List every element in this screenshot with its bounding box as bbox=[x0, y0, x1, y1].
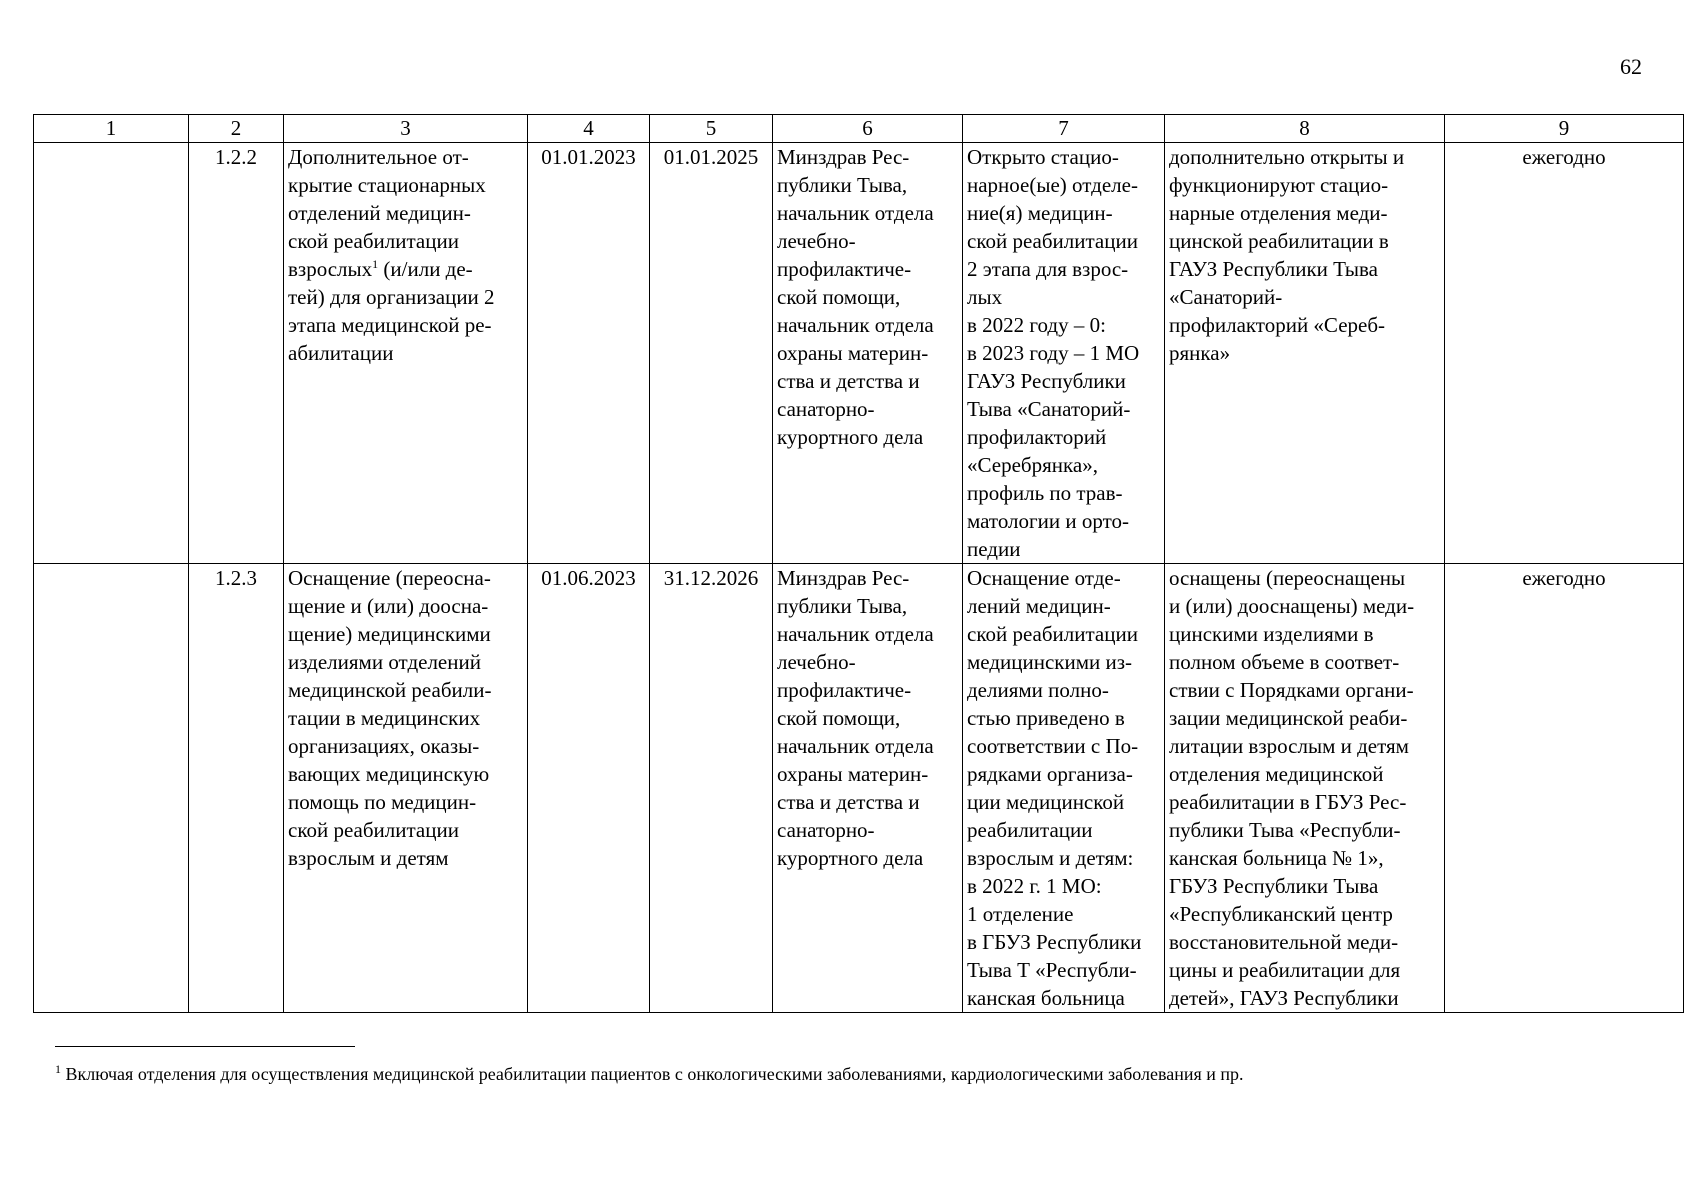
cell-end-date: 31.12.2026 bbox=[650, 564, 773, 1013]
cell-result: оснащены (переоснащены и (или) дооснащены) меди- цинскими изделиями в полном объеме в соответ- ствии с Порядками органи- зации медицинской реаби- литации взрослым и детям отделения медицинской реабилитации в ГБУЗ Рес- публики Тыва «Республи- канская больница № 1», ГБУЗ Республики Тыва «Республиканский центр восстановительной меди- цины и реабилитации для детей», ГАУЗ Республики bbox=[1165, 564, 1445, 1013]
cell-end-date: 01.01.2025 bbox=[650, 143, 773, 564]
cell-frequency: ежегодно bbox=[1445, 143, 1684, 564]
footnote bbox=[55, 1062, 1244, 1086]
cell-result: дополнительно открыты и функционируют стацио- нарные отделения меди- цинской реабилитации в ГАУЗ Республики Тыва «Санаторий- профилакторий «Сереб- рянка» bbox=[1165, 143, 1445, 564]
header-col-9: 9 bbox=[1445, 115, 1684, 143]
cell-frequency: ежегодно bbox=[1445, 564, 1684, 1013]
header-col-3: 3 bbox=[284, 115, 528, 143]
cell-section bbox=[34, 564, 189, 1013]
cell-start-date: 01.06.2023 bbox=[528, 564, 650, 1013]
cell-activity bbox=[284, 143, 528, 564]
footnote-text: Включая отделения для осуществления медицинской реабилитации пациентов с онкологическими заболеваниями, кардиологическими заболевания и пр. bbox=[61, 1064, 1244, 1084]
cell-section bbox=[34, 143, 189, 564]
page-number: 62 bbox=[1620, 54, 1642, 79]
table-row bbox=[34, 564, 1684, 1013]
header-col-4: 4 bbox=[528, 115, 650, 143]
cell-item-number: 1.2.2 bbox=[189, 143, 284, 564]
activity-text: Дополнительное от- крытие стационарных отделений медицин- ской реабилитации взрослых bbox=[288, 145, 486, 281]
table-row bbox=[34, 143, 1684, 564]
cell-start-date: 01.01.2023 bbox=[528, 143, 650, 564]
footnote-divider bbox=[55, 1046, 355, 1047]
cell-responsible: Минздрав Рес- публики Тыва, начальник отдела лечебно- профилактиче- ской помощи, начальник отдела охраны материн- ства и детства и санаторно- курортного дела bbox=[773, 143, 963, 564]
header-col-8: 8 bbox=[1165, 115, 1445, 143]
table-header-row bbox=[34, 115, 1684, 143]
cell-indicator: Оснащение отде- лений медицин- ской реабилитации медицинскими из- делиями полно- стью приведено в соответствии с По- рядками организа- ции медицинской реабилитации взрослым и детям: в 2022 г. 1 МО: 1 отделение в ГБУЗ Республики Тыва Т «Республи- канская больница bbox=[963, 564, 1165, 1013]
plan-table bbox=[33, 114, 1684, 1013]
cell-responsible: Минздрав Рес- публики Тыва, начальник отдела лечебно- профилактиче- ской помощи, начальник отдела охраны материн- ства и детства и санаторно- курортного дела bbox=[773, 564, 963, 1013]
header-col-2: 2 bbox=[189, 115, 284, 143]
header-col-5: 5 bbox=[650, 115, 773, 143]
cell-item-number: 1.2.3 bbox=[189, 564, 284, 1013]
header-col-7: 7 bbox=[963, 115, 1165, 143]
header-col-6: 6 bbox=[773, 115, 963, 143]
header-col-1: 1 bbox=[34, 115, 189, 143]
footnote-ref: 1 bbox=[372, 257, 379, 271]
activity-text-rest: (и/или де- тей) для организации 2 этапа медицинской ре- абилитации bbox=[288, 257, 495, 365]
cell-activity: Оснащение (переосна- щение и (или) доосна- щение) медицинскими изделиями отделений медицинской реабили- тации в медицинских организациях, оказы- вающих медицинскую помощь по медицин- ской реабилитации взрослым и детям bbox=[284, 564, 528, 1013]
footnote-marker: 1 bbox=[55, 1062, 61, 1076]
cell-indicator: Открыто стацио- нарное(ые) отделе- ние(я) медицин- ской реабилитации 2 этапа для взрос- лых в 2022 году – 0: в 2023 году – 1 МО ГАУЗ Республики Тыва «Санаторий- профилакторий «Серебрянка», профиль по трав- матологии и орто- педии bbox=[963, 143, 1165, 564]
